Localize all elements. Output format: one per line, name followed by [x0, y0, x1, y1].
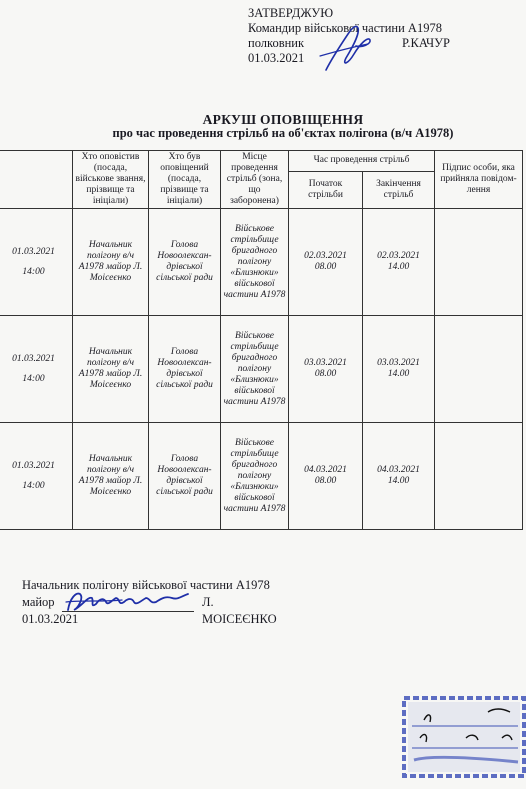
footer-rank: майор: [22, 595, 55, 609]
footer-name: Л. МОІСЕЄНКО: [202, 595, 277, 626]
footer-date: 01.03.2021: [22, 612, 79, 626]
cell-place: Військове стрільбище бригадного полігону «Близнюки» військової частини А1978: [221, 423, 289, 530]
footer-position: Начальник полігону військової частини А1978: [22, 578, 270, 592]
cell-end: 02.03.2021 14.00: [363, 209, 435, 316]
approval-signature: [318, 18, 373, 78]
cell-notified: Голова Новоолексан-дрівської сільської ради: [149, 423, 221, 530]
cell-end: 04.03.2021 14.00: [363, 423, 435, 530]
header-start: Початок стрільби: [289, 171, 363, 208]
cell-start: 02.03.2021 08.00: [289, 209, 363, 316]
table-row: [0, 209, 523, 316]
header-notifier: Хто оповістив (посада, військове звання, прізвище та ініціали): [73, 151, 149, 209]
approval-position: Командир військової частини А1978: [248, 21, 442, 35]
cell-notified: Голова Новоолексан-дрівської сільської ради: [149, 316, 221, 423]
header-time: Час проведення стрільб: [289, 151, 435, 172]
cell-notified: Голова Новоолексан-дрівської сільської ради: [149, 209, 221, 316]
cell-place: Військове стрільбище бригадного полігону «Близнюки» військової частини А1978: [221, 209, 289, 316]
cell-signature: [435, 316, 523, 423]
header-notified: Хто був оповіщений (посада, прізвище та ініціали): [149, 151, 221, 209]
document-title: АРКУШ ОПОВІЩЕННЯ: [202, 112, 364, 127]
cell-notifier: Начальник полігону в/ч А1978 майор Л. Моісеєнко: [73, 209, 149, 316]
cell-end: 03.03.2021 14.00: [363, 316, 435, 423]
cell-date: 01.03.2021 14:00: [0, 423, 73, 530]
table-row: [0, 316, 523, 423]
approval-heading: ЗАТВЕРДЖУЮ: [248, 6, 334, 20]
notification-table: [0, 150, 523, 530]
registration-stamp: [398, 692, 526, 782]
approval-date: 01.03.2021: [248, 51, 305, 65]
cell-date: 01.03.2021 14:00: [0, 209, 73, 316]
approval-name: Р.КАЧУР: [402, 36, 450, 50]
cell-place: Військове стрільбище бригадного полігону «Близнюки» військової частини А1978: [221, 316, 289, 423]
cell-notifier: Начальник полігону в/ч А1978 майор Л. Моісеєнко: [73, 316, 149, 423]
table-row: [0, 423, 523, 530]
cell-start: 03.03.2021 08.00: [289, 316, 363, 423]
approval-rank: полковник: [248, 36, 305, 50]
document-subtitle: про час проведення стрільб на об'єктах полігона (в/ч А1978): [112, 126, 454, 140]
header-signature: Підпис особи, яка прийняла повідом-лення: [435, 151, 523, 209]
table-header-row: [0, 151, 523, 172]
header-place: Місце проведення стрільб (зона, що заборонена): [221, 151, 289, 209]
cell-signature: [435, 423, 523, 530]
header-end: Закінчення стрільб: [363, 171, 435, 208]
cell-date: 01.03.2021 14:00: [0, 316, 73, 423]
cell-signature: [435, 209, 523, 316]
cell-start: 04.03.2021 08.00: [289, 423, 363, 530]
cell-notifier: Начальник полігону в/ч А1978 майор Л. Моісеєнко: [73, 423, 149, 530]
header-date: [0, 151, 73, 209]
footer-signature-line: [62, 611, 194, 612]
